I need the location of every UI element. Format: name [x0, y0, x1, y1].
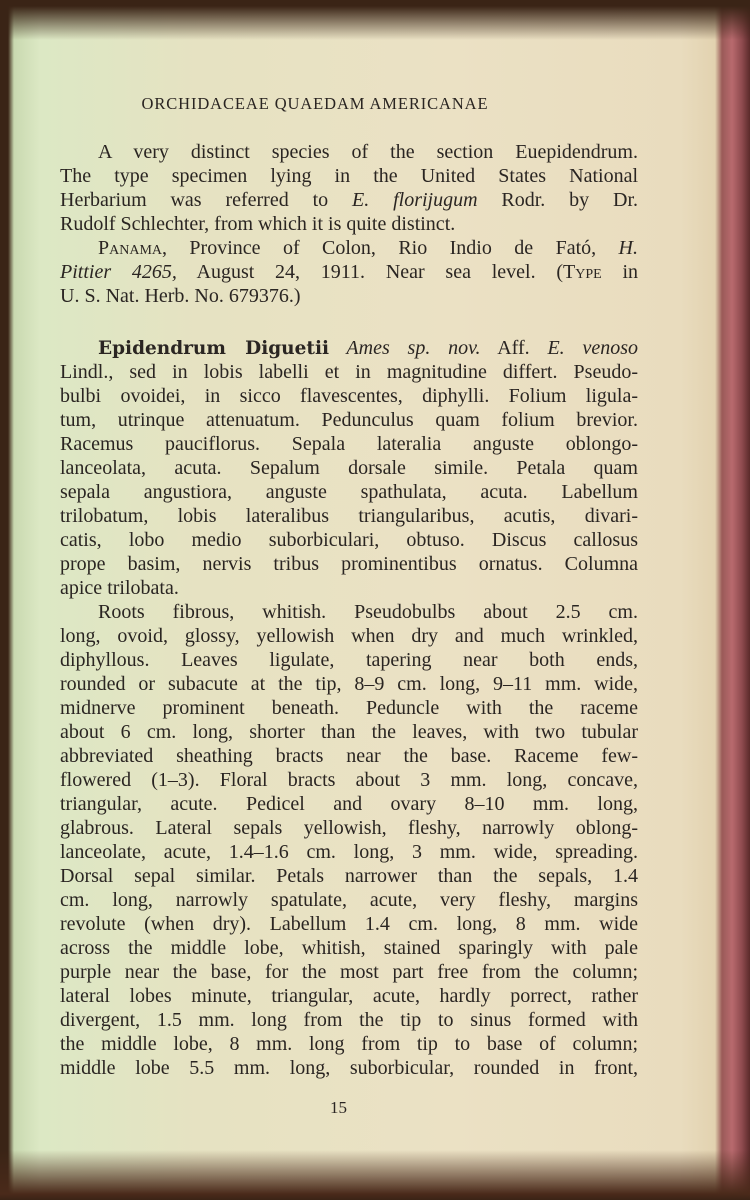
text-line: prope basim, nervis tribus prominentibus ornatus. Columna — [60, 553, 638, 575]
text-line: diphyllous. Leaves ligulate, tapering near both ends, — [60, 649, 638, 671]
text-line: catis, lobo medio suborbiculari, obtuso. Discus callosus — [60, 529, 638, 551]
text-line: Panama, Province of Colon, Rio Indio de Fató, H. — [98, 237, 638, 259]
text-line: trilobatum, lobis lateralibus triangularibus, acutis, divari- — [60, 505, 638, 527]
text-line: across the middle lobe, whitish, stained sparingly with pale — [60, 937, 638, 959]
text-line: sepala angustiora, anguste spathulata, acuta. Labellum — [60, 481, 638, 503]
page-number: 15 — [330, 1098, 347, 1117]
text-line: Dorsal sepal similar. Petals narrower than the sepals, 1.4 — [60, 865, 638, 887]
text-line: tum, utrinque attenuatum. Pedunculus quam folium brevior. — [60, 409, 638, 431]
text-line: U. S. Nat. Herb. No. 679376.) — [60, 285, 301, 307]
text-line: revolute (when dry). Labellum 1.4 cm. long, 8 mm. wide — [60, 913, 638, 935]
species-heading-line: Epidendrum Diguetii Ames sp. nov. Aff. E. venoso — [98, 337, 638, 359]
text-line: middle lobe 5.5 mm. long, suborbicular, rounded in front, — [60, 1057, 638, 1079]
text-line: midnerve prominent beneath. Peduncle with the raceme — [60, 697, 638, 719]
running-head: ORCHIDACEAE QUAEDAM AMERICANAE — [141, 94, 489, 113]
text-line: Rudolf Schlechter, from which it is quite distinct. — [60, 213, 456, 235]
text-line: bulbi ovoidei, in sicco flavescentes, diphylli. Folium ligula- — [60, 385, 638, 407]
text-line: The type specimen lying in the United States National — [60, 165, 638, 187]
text-line: cm. long, narrowly spatulate, acute, very fleshy, margins — [60, 889, 638, 911]
text-line: rounded or subacute at the tip, 8–9 cm. long, 9–11 mm. wide, — [60, 673, 638, 695]
text-line: apice trilobata. — [60, 577, 179, 599]
text-line: A very distinct species of the section Euepidendrum. — [98, 141, 638, 163]
text-line: lanceolata, acuta. Sepalum dorsale simile. Petala quam — [60, 457, 638, 479]
text-line: long, ovoid, glossy, yellowish when dry and much wrinkled, — [60, 625, 638, 647]
text-line: about 6 cm. long, shorter than the leaves, with two tubular — [60, 721, 638, 743]
text-line: Lindl., sed in lobis labelli et in magnitudine differt. Pseudo- — [60, 361, 638, 383]
text-line: divergent, 1.5 mm. long from the tip to sinus formed with — [60, 1009, 638, 1031]
text-line: the middle lobe, 8 mm. long from tip to base of column; — [60, 1033, 638, 1055]
text-line: Roots fibrous, whitish. Pseudobulbs about 2.5 cm. — [98, 601, 638, 623]
text-line: Racemus pauciflorus. Sepala lateralia anguste oblongo- — [60, 433, 638, 455]
text-line: Pittier 4265, August 24, 1911. Near sea level. (Type in — [60, 261, 638, 283]
text-line: abbreviated sheathing bracts near the base. Raceme few- — [60, 745, 638, 767]
text-line: triangular, acute. Pedicel and ovary 8–10 mm. long, — [60, 793, 638, 815]
text-line: lateral lobes minute, triangular, acute, hardly porrect, rather — [60, 985, 638, 1007]
text-line: Herbarium was referred to E. florijugum Rodr. by Dr. — [60, 189, 638, 211]
text-line: purple near the base, for the most part free from the column; — [60, 961, 638, 983]
text-line: glabrous. Lateral sepals yellowish, fleshy, narrowly oblong- — [60, 817, 638, 839]
text-line: lanceolate, acute, 1.4–1.6 cm. long, 3 mm. wide, spreading. — [60, 841, 638, 863]
text-line: flowered (1–3). Floral bracts about 3 mm. long, concave, — [60, 769, 638, 791]
page-body — [60, 0, 640, 1200]
